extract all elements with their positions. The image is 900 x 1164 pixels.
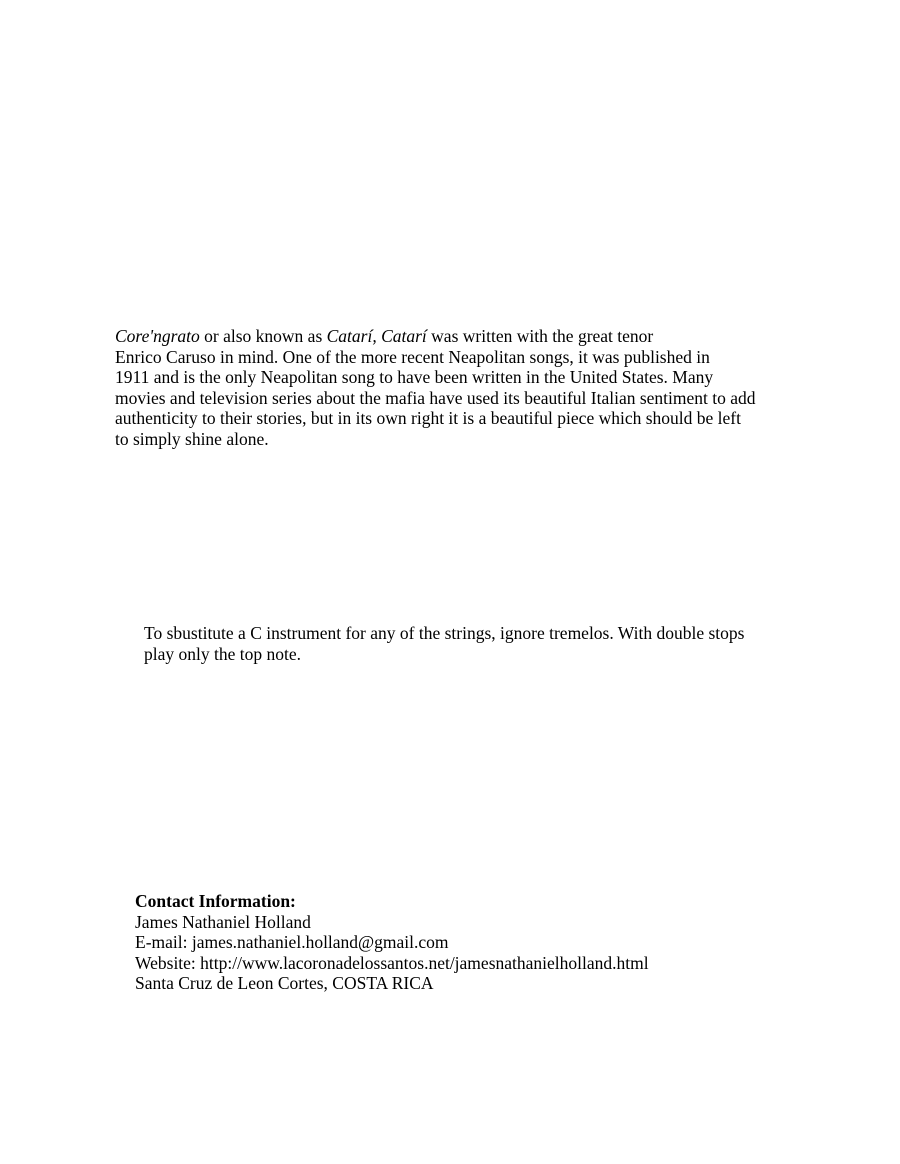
intro-line-1 bbox=[115, 326, 795, 347]
intro-line-3: 1911 and is the only Neapolitan song to have been written in the United States. Many bbox=[115, 367, 714, 388]
contact-name: James Nathaniel Holland bbox=[135, 911, 311, 932]
note-line-1: To sbustitute a C instrument for any of the strings, ignore tremelos. With double stops bbox=[144, 623, 745, 643]
contact-location: Santa Cruz de Leon Cortes, COSTA RICA bbox=[135, 973, 434, 994]
intro-text-2: was written with the great tenor bbox=[426, 326, 654, 346]
note-line-2: play only the top note. bbox=[144, 643, 301, 664]
instrument-note bbox=[144, 623, 804, 664]
contact-email: E-mail: james.nathaniel.holland@gmail.com bbox=[135, 932, 449, 953]
intro-line-2: Enrico Caruso in mind. One of the more recent Neapolitan songs, it was published in bbox=[115, 346, 710, 367]
contact-heading: Contact Information: bbox=[135, 891, 296, 911]
contact-block bbox=[135, 891, 795, 994]
intro-line-5: authenticity to their stories, but in its own right it is a beautiful piece which should be left bbox=[115, 408, 741, 429]
intro-line-4: movies and television series about the mafia have used its beautiful Italian sentiment to add bbox=[115, 387, 756, 408]
intro-paragraph bbox=[115, 326, 795, 450]
song-title: Core'ngrato bbox=[115, 326, 200, 346]
song-alt-title: Catarí, Catarí bbox=[326, 326, 427, 346]
contact-website: Website: http://www.lacoronadelossantos.net/jamesnathanielholland.html bbox=[135, 952, 649, 973]
intro-text-1: or also known as bbox=[199, 326, 327, 346]
intro-line-6: to simply shine alone. bbox=[115, 428, 269, 449]
